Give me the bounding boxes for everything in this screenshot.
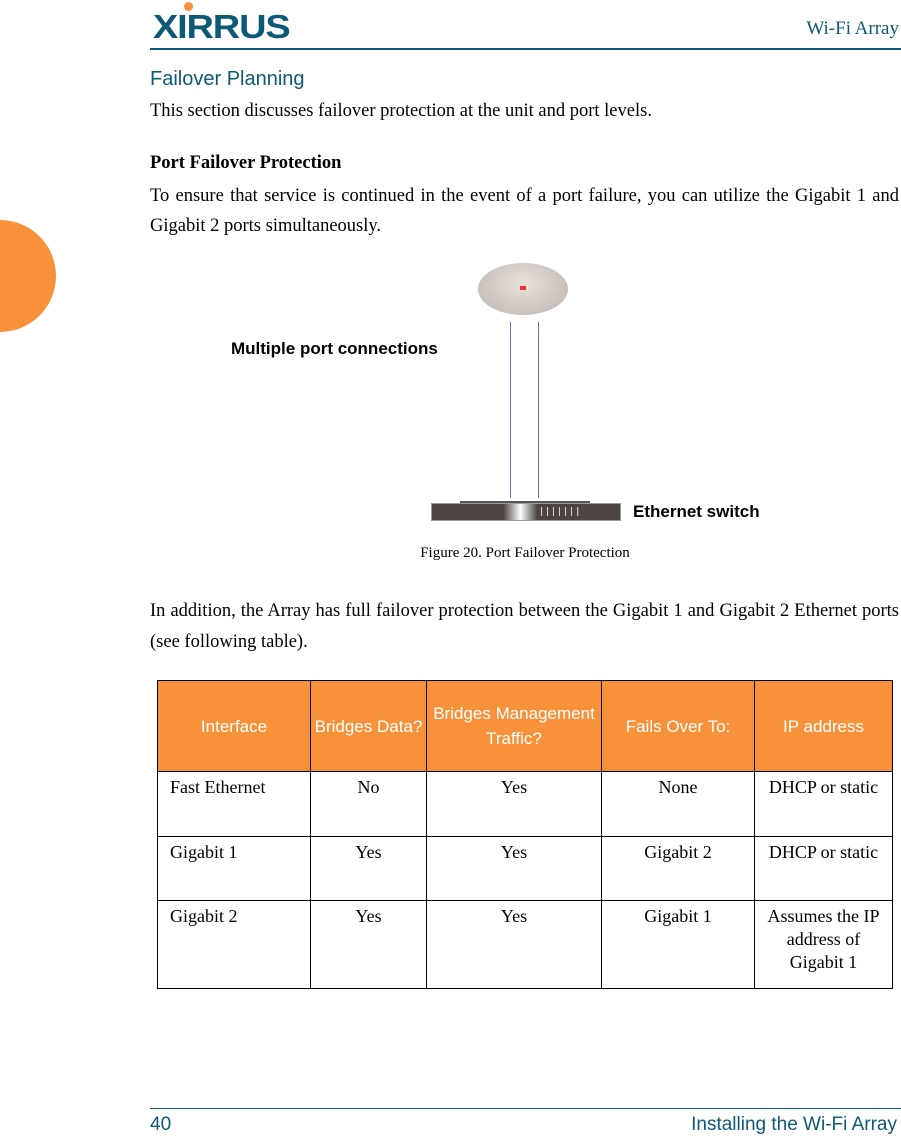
header-cell: Bridges Management Traffic?: [427, 681, 602, 772]
cell: Gigabit 2: [602, 837, 755, 901]
xirrus-logo: XIRRUS: [153, 2, 303, 42]
chapter-tab-marker: [0, 220, 56, 332]
cell: Yes: [311, 901, 427, 989]
header-cell: IP address: [755, 681, 893, 772]
paragraph-1: To ensure that service is continued in the event of a port failure, you can utilize the Gigabit 1 and Gigabit 2 ports simultaneously.: [150, 186, 899, 236]
cell: Yes: [427, 772, 602, 837]
cell: Gigabit 2: [158, 901, 311, 989]
footer-chapter: Installing the Wi-Fi Array: [691, 1114, 897, 1135]
footer-rule: [150, 1108, 901, 1109]
header-cell: Fails Over To:: [602, 681, 755, 772]
header-title: Wi-Fi Array: [806, 18, 899, 39]
cell: None: [602, 772, 755, 837]
header-rule: [150, 48, 901, 50]
table-header-row: [158, 681, 893, 772]
label-switch: Ethernet switch: [633, 502, 760, 521]
subheading: Port Failover Protection: [150, 153, 342, 173]
cell: Yes: [427, 901, 602, 989]
figure-caption: Figure 20. Port Failover Protection: [420, 545, 630, 561]
intro-paragraph: This section discusses failover protection at the unit and port levels.: [150, 101, 652, 121]
cell: No: [311, 772, 427, 837]
cell: Fast Ethernet: [158, 772, 311, 837]
cell: DHCP or static: [755, 837, 893, 901]
header-cell: Bridges Data?: [311, 681, 427, 772]
paragraph-2: In addition, the Array has full failover protection between the Gigabit 1 and Gigabit 2 Ethernet ports (see following table).: [150, 601, 899, 652]
page-number: 40: [150, 1114, 172, 1135]
section-title: Failover Planning: [150, 68, 305, 90]
wifi-array-device-icon: [478, 263, 568, 315]
table-row: [158, 837, 893, 901]
cell: Assumes the IP address of Gigabit 1: [755, 901, 893, 989]
header-cell: Interface: [158, 681, 311, 772]
table-row: [158, 901, 893, 989]
cell: DHCP or static: [755, 772, 893, 837]
table-row: [158, 772, 893, 837]
cell: Yes: [311, 837, 427, 901]
failover-table: [157, 680, 893, 989]
cable-line: [510, 322, 511, 498]
cell: Gigabit 1: [602, 901, 755, 989]
cable-line: [538, 322, 539, 498]
label-connections: Multiple port connections: [231, 339, 438, 358]
ethernet-switch-icon: |||||||: [431, 503, 621, 521]
cell: Yes: [427, 837, 602, 901]
cell: Gigabit 1: [158, 837, 311, 901]
